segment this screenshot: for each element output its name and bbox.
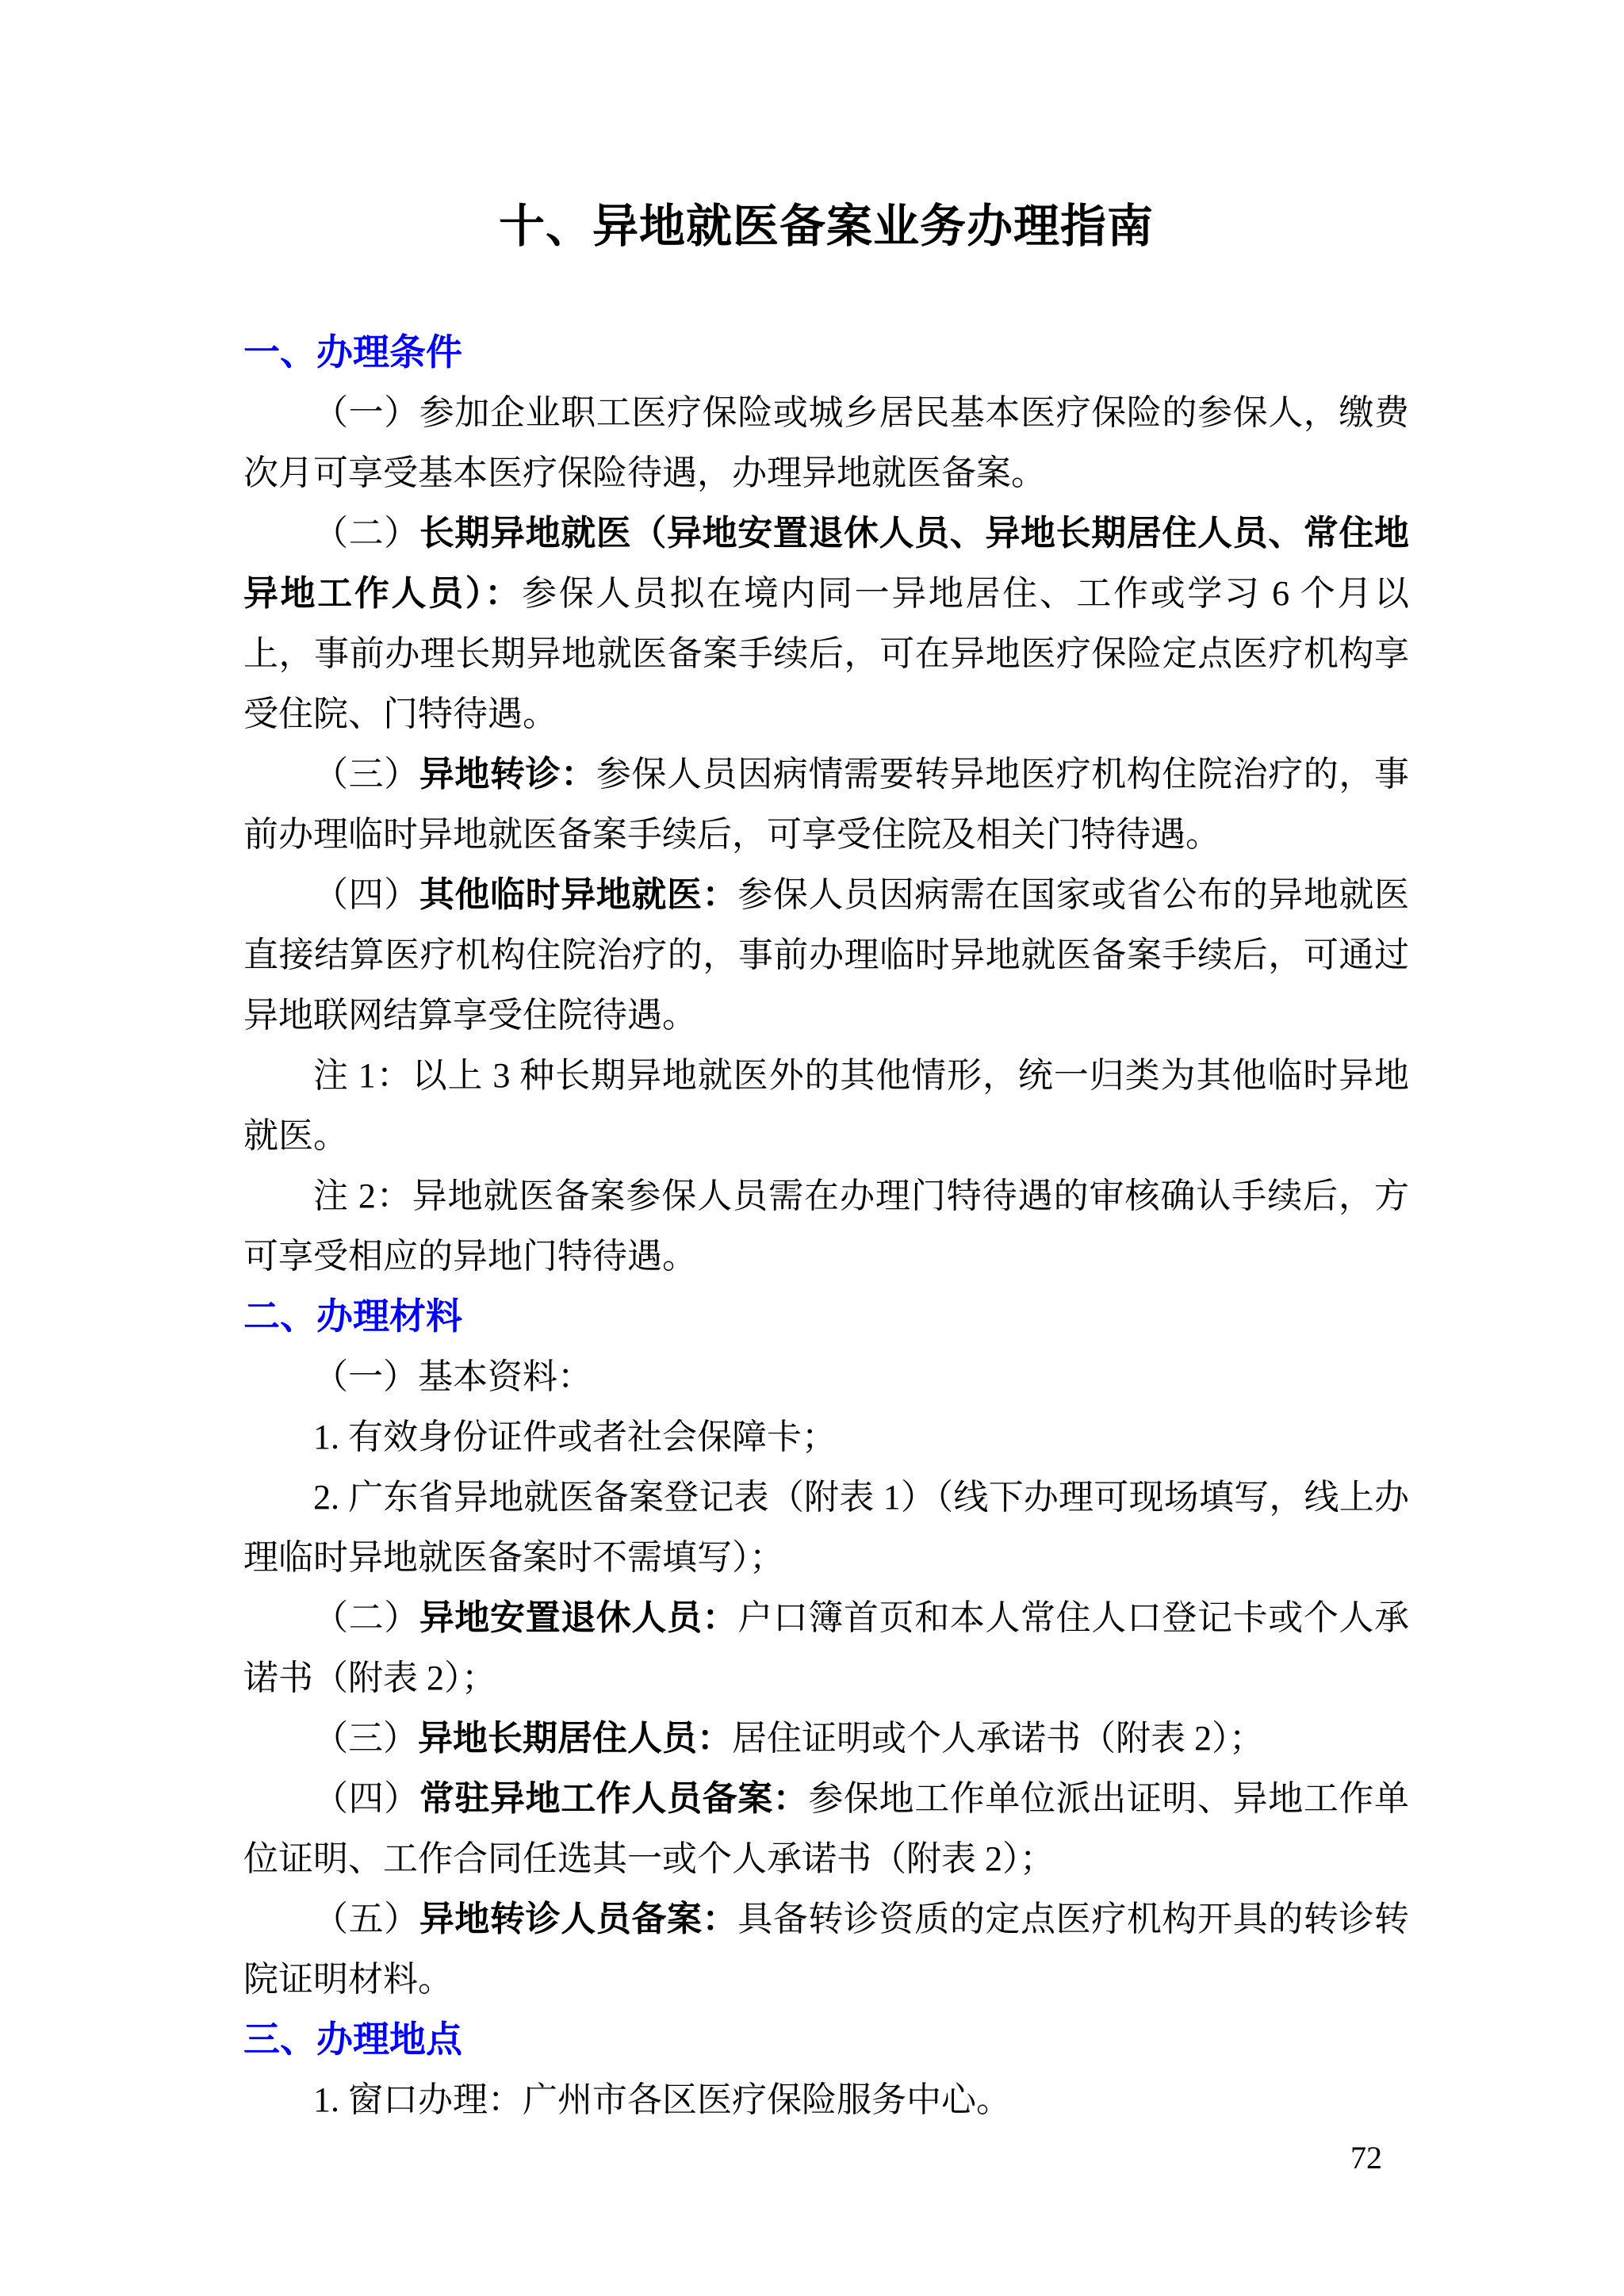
paragraph xyxy=(243,1046,1409,1166)
text-run: 参保地工作单位派出证明、异地工作单位证明、工作合同任选其一或个人承诺书（附表 2）； xyxy=(243,1779,1410,1878)
text-run: 具备转诊资质的定点医疗机构开具的转诊转院证明材料。 xyxy=(243,1900,1410,1999)
text-run: （一）参加企业职工医疗保险或城乡居民基本医疗保险的参保人，缴费次月可享受基本医疗保险待遇，办理异地就医备案。 xyxy=(243,393,1409,492)
bold-run: 异地长期居住人员： xyxy=(418,1719,732,1758)
paragraph xyxy=(243,1166,1409,1287)
paragraph xyxy=(243,1468,1409,1588)
paragraph xyxy=(243,1709,1409,1769)
section-heading-1: 一、办理条件 xyxy=(243,332,462,373)
text-run: 注 1：以上 3 种长期异地就医外的其他情形，统一归类为其他临时异地就医。 xyxy=(243,1056,1409,1155)
text-run: （三） xyxy=(313,755,419,794)
page-title: 十、异地就医备案业务办理指南 xyxy=(498,201,1154,252)
bold-run: 异地转诊人员备案： xyxy=(419,1900,738,1938)
text-run: 2. 广东省异地就医备案登记表（附表 1）（线下办理可现场填写，线上办理临时异地就医备案时不需填写）； xyxy=(243,1478,1409,1577)
text-run: 户口簿首页和本人常住人口登记卡或个人承诺书（附表 2）； xyxy=(243,1598,1410,1697)
paragraph xyxy=(243,865,1409,1046)
text-run: （五） xyxy=(313,1900,419,1938)
paragraph xyxy=(243,1769,1409,1889)
text-run: 参保人员因病需在国家或省公布的异地就医直接结算医疗机构住院治疗的，事前办理临时异地就医备案手续后，可通过异地联网结算享受住院待遇。 xyxy=(243,875,1410,1035)
paragraph xyxy=(243,503,1409,744)
text-run: 参保人员因病情需要转异地医疗机构住院治疗的，事前办理临时异地就医备案手续后，可享受住院及相关门特待遇。 xyxy=(243,755,1410,854)
text-run: （一）基本资料： xyxy=(313,1357,592,1396)
text-run: （二） xyxy=(313,514,419,553)
paragraph xyxy=(243,744,1409,865)
text-run: （四） xyxy=(313,875,419,914)
bold-run: 异地安置退休人员： xyxy=(419,1598,738,1637)
bold-run: 其他临时异地就医： xyxy=(419,875,738,914)
bold-run: 长期异地就医（异地安置退休人员、异地长期居住人员、常住地异地工作人员）： xyxy=(243,514,1410,613)
paragraph xyxy=(243,1588,1409,1709)
bold-run: 异地转诊： xyxy=(419,755,596,794)
text-run: 居住证明或个人承诺书（附表 2）； xyxy=(732,1719,1264,1758)
text-run: 1. 有效身份证件或者社会保障卡； xyxy=(313,1418,837,1456)
text-run: （四） xyxy=(313,1779,419,1818)
paragraph xyxy=(243,1889,1409,2010)
text-run: （二） xyxy=(313,1598,419,1637)
text-run: 注 2：异地就医备案参保人员需在办理门特待遇的审核确认手续后，方可享受相应的异地门特待遇。 xyxy=(243,1177,1409,1276)
paragraph xyxy=(243,2070,1409,2130)
paragraph xyxy=(243,1407,1409,1468)
section-heading-2: 二、办理材料 xyxy=(243,1296,462,1337)
paragraph xyxy=(243,1347,1409,1407)
page-number: 72 xyxy=(1350,2140,1382,2175)
text-run: 参保人员拟在境内同一异地居住、工作或学习 6 个月以上，事前办理长期异地就医备案手续后，可在异地医疗保险定点医疗机构享受住院、门特待遇。 xyxy=(243,574,1409,733)
paragraph xyxy=(243,383,1409,503)
text-run: （三） xyxy=(313,1719,418,1758)
text-run: 1. 窗口办理：广州市各区医疗保险服务中心。 xyxy=(313,2080,1011,2119)
document-body xyxy=(243,323,1409,2130)
bold-run: 常驻异地工作人员备案： xyxy=(419,1779,809,1818)
section-heading-3: 三、办理地点 xyxy=(243,2019,462,2060)
